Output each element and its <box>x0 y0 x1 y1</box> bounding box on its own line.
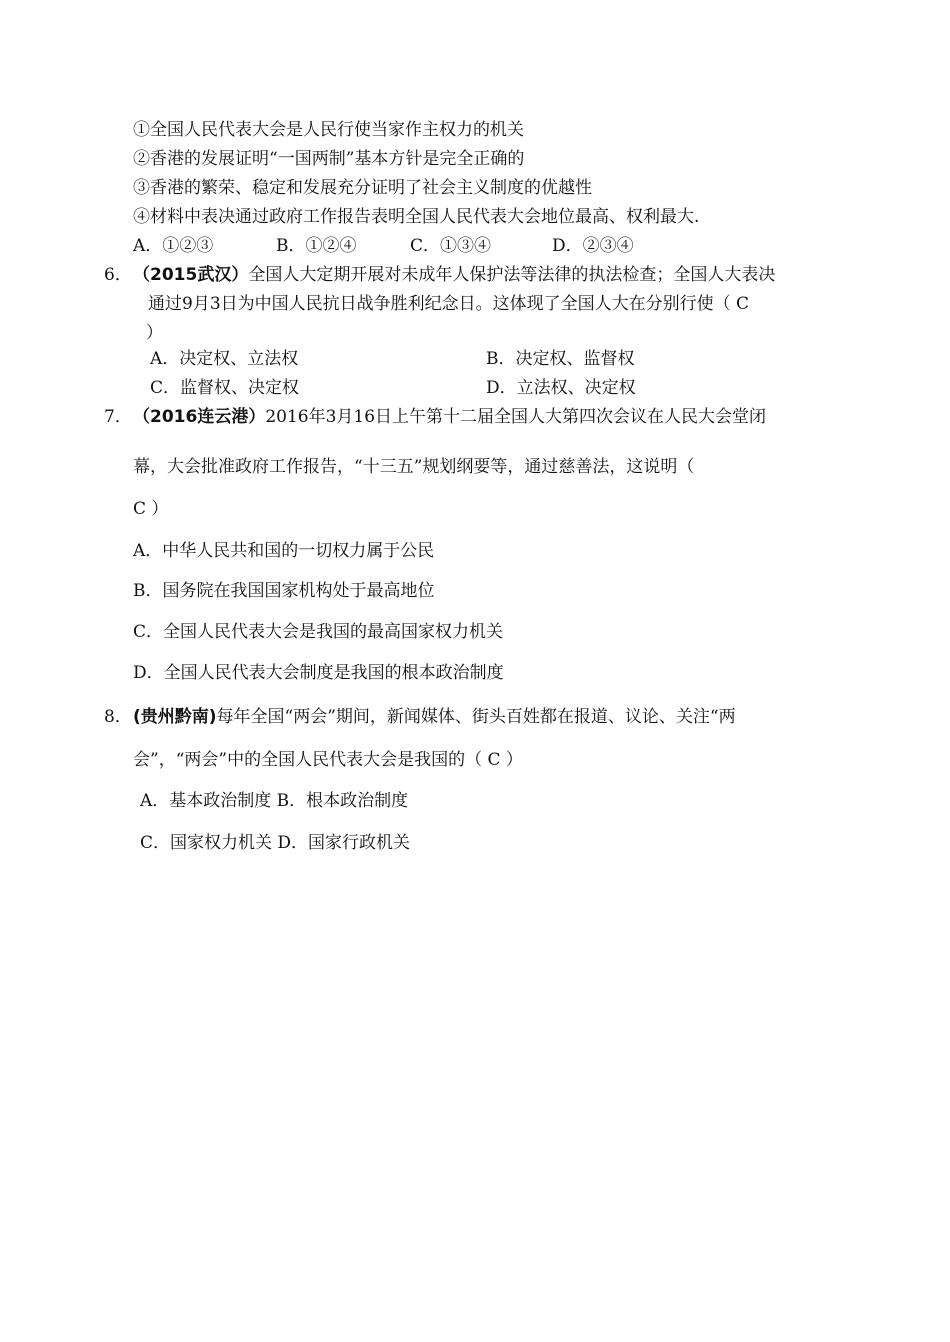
question-stem-line-2: 会”，“两会”中的全国人民代表大会是我国的（ C ） <box>133 750 523 770</box>
statement-4: ④材料中表决通过政府工作报告表明全国人民代表大会地位最高、权利最大. <box>133 207 700 227</box>
option-d: D．②③④ <box>552 236 634 256</box>
option-c: C．①③④ <box>410 236 492 256</box>
option-d: D．全国人民代表大会制度是我国的根本政治制度 <box>133 663 504 683</box>
statement-1: ①全国人民代表大会是人民行使当家作主权力的机关 <box>133 120 524 140</box>
options-line-1: A．基本政治制度 B．根本政治制度 <box>140 791 409 811</box>
statement-2: ②香港的发展证明“一国两制”基本方针是完全正确的 <box>133 149 525 169</box>
question-stem-line-3: C ） <box>133 499 169 519</box>
options-line-2: C．国家权力机关 D．国家行政机关 <box>140 833 411 853</box>
question-stem-line-3: ） <box>146 323 163 343</box>
stem-text: 每年全国“两会”期间，新闻媒体、街头百姓都在报道、议论、关注“两 <box>216 707 736 727</box>
question-number: 7． <box>104 407 132 427</box>
statement-3: ③香港的繁荣、稳定和发展充分证明了社会主义制度的优越性 <box>133 178 592 198</box>
option-d: D．立法权、决定权 <box>486 378 636 398</box>
option-a: A．决定权、立法权 <box>150 349 299 369</box>
stem-text: 全国人大定期开展对未成年人保护法等法律的执法检查；全国人大表决 <box>248 265 776 285</box>
question-stem-line-2: 通过9月3日为中国人民抗日战争胜利纪念日。这体现了全国人大在分别行使（ C <box>148 294 750 314</box>
stem-text: 2016年3月16日上午第十二届全国人大第四次会议在人民大会堂闭 <box>265 407 767 427</box>
question-stem-line-1 <box>133 406 766 428</box>
question-stem-line-1 <box>133 706 736 728</box>
question-source: （2016连云港） <box>133 407 266 427</box>
question-stem-line-2: 幕，大会批准政府工作报告，“十三五”规划纲要等，通过慈善法，这说明（ <box>133 457 695 477</box>
question-source: （2015武汉） <box>133 265 249 285</box>
option-b: B．①②④ <box>276 236 357 256</box>
question-source: (贵州黔南) <box>133 707 217 727</box>
question-stem-line-1 <box>133 264 775 286</box>
option-c: C．监督权、决定权 <box>150 378 300 398</box>
option-a: A．中华人民共和国的一切权力属于公民 <box>133 541 435 561</box>
question-number: 6． <box>104 265 132 285</box>
question-number: 8． <box>104 707 132 727</box>
option-a: A．①②③ <box>133 236 214 256</box>
option-b: B．国务院在我国国家机构处于最高地位 <box>133 581 435 601</box>
option-c: C．全国人民代表大会是我国的最高国家权力机关 <box>133 622 504 642</box>
option-b: B．决定权、监督权 <box>486 349 635 369</box>
